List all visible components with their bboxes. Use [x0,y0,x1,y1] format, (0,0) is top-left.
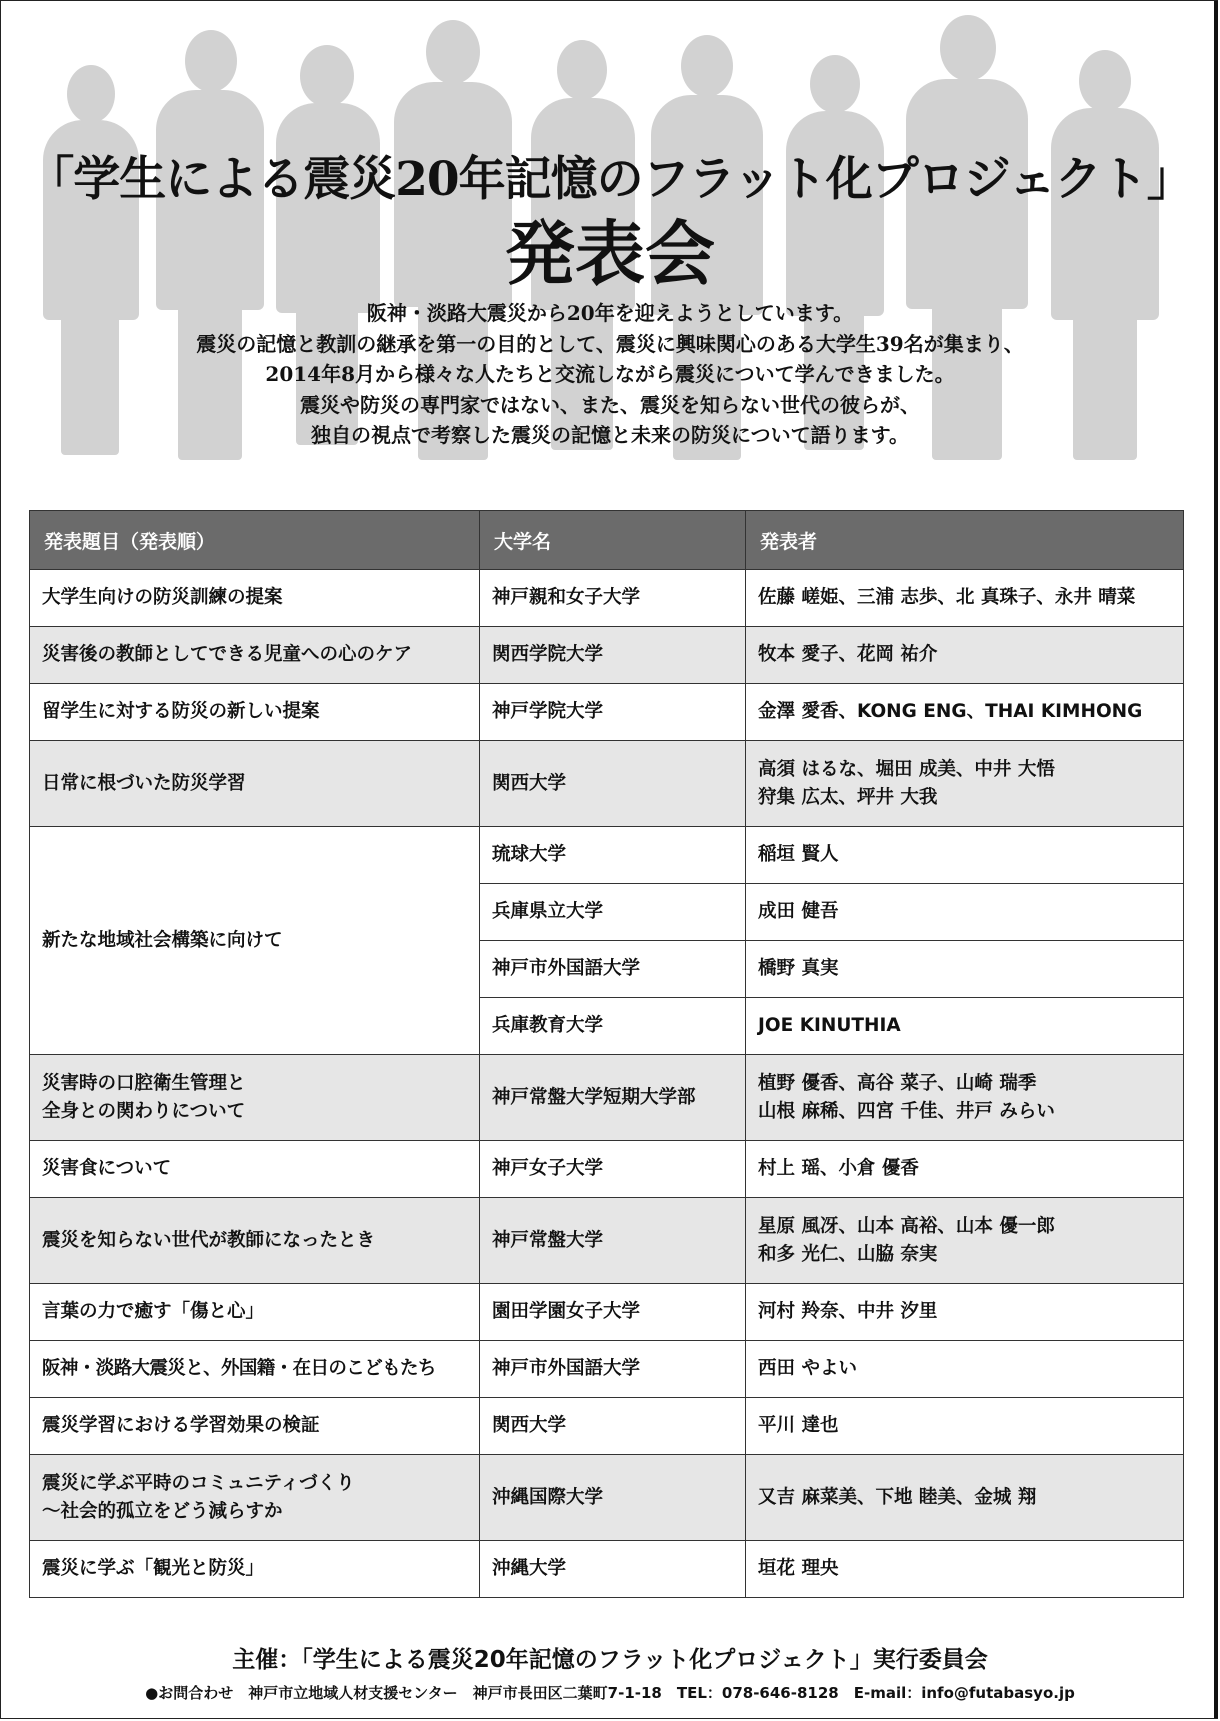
presenters-cell [746,1541,1184,1598]
university-cell: 関西大学 [480,1398,746,1455]
topic-cell [30,1398,480,1455]
presenters-cell [746,741,1184,827]
table-row [30,1055,1184,1141]
header-presenters: 発表者 [746,511,1184,570]
university-cell: 関西学院大学 [480,627,746,684]
topic-cell [30,827,480,1055]
presenter-line: JOE KINUTHIA [758,1015,901,1036]
topic-line: 新たな地域社会構築に向けて [42,929,283,951]
topic-cell [30,1284,480,1341]
presenter-line: 稲垣 賢人 [758,844,839,865]
presenter-line: 垣花 理央 [758,1558,839,1579]
topic-cell [30,1198,480,1284]
table-row [30,741,1184,827]
topic-line: ～社会的孤立をどう減らすか [42,1500,283,1522]
table-header-row [30,511,1184,570]
presenter-line: 佐藤 嵯姫、三浦 志歩、北 真珠子、永井 晴菜 [758,587,1136,608]
presenters-cell [746,1055,1184,1141]
topic-cell [30,570,480,627]
topic-line: 震災を知らない世代が教師になったとき [42,1229,376,1251]
presentation-table [29,510,1184,1598]
table-row [30,684,1184,741]
table-row [30,1455,1184,1541]
topic-cell [30,1455,480,1541]
intro-line: 阪神・淡路大震災から20年を迎えようとしています。 [366,301,854,325]
intro-line: 2014年8月から様々な人たちと交流しながら震災について学んできました。 [265,362,955,386]
table-row [30,570,1184,627]
topic-line: 全身との関わりについて [42,1100,246,1122]
presenters-cell [746,884,1184,941]
presenters-cell [746,1198,1184,1284]
topic-line: 日常に根づいた防災学習 [42,772,246,794]
intro-line: 独自の視点で考察した震災の記憶と未来の防災について語ります。 [311,423,909,447]
topic-line: 災害食について [42,1158,172,1179]
university-cell: 神戸女子大学 [480,1141,746,1198]
presenter-line: 植野 優香、高谷 菜子、山崎 瑞季 [758,1072,1037,1094]
university-cell: 神戸学院大学 [480,684,746,741]
table-row [30,627,1184,684]
presenters-cell [746,1341,1184,1398]
header-university: 大学名 [480,511,746,570]
table-row [30,1284,1184,1341]
table-row [30,1341,1184,1398]
contact-line: ●お問合わせ 神戸市立地域人材支援センター 神戸市長田区二葉町7-1-18 TEL：078-646-8128 E-mail：info@futabasyo.jp [145,1684,1075,1702]
topic-cell [30,741,480,827]
presenters-cell [746,627,1184,684]
intro-line: 震災の記憶と教訓の継承を第一の目的として、震災に興味関心のある大学生39名が集まり、 [196,331,1024,356]
university-cell: 神戸常盤大学 [480,1198,746,1284]
presenter-line: 金澤 愛香、KONG ENG、THAI KIMHONG [758,701,1143,722]
presenters-cell [746,1455,1184,1541]
presenter-line: 星原 風冴、山本 高裕、山本 優一郎 [758,1215,1055,1237]
presenter-line: 成田 健吾 [758,901,839,922]
topic-cell [30,1341,480,1398]
university-cell: 神戸市外国語大学 [480,1341,746,1398]
table-row [30,1198,1184,1284]
university-cell: 関西大学 [480,741,746,827]
header-topic: 発表題目（発表順） [30,511,480,570]
topic-line: 留学生に対する防災の新しい提案 [42,701,320,722]
presenters-cell [746,1398,1184,1455]
organizer-line: 主催：「学生による震災20年記憶のフラット化プロジェクト」実行委員会 [232,1647,988,1673]
university-cell: 兵庫教育大学 [480,998,746,1055]
event-title: 発表会 [505,212,715,295]
presenters-cell [746,1141,1184,1198]
topic-cell [30,1055,480,1141]
topic-cell [30,627,480,684]
topic-line: 言葉の力で癒す「傷と心」 [42,1301,265,1322]
presenter-line: 牧本 愛子、花岡 祐介 [758,644,938,665]
university-cell: 神戸常盤大学短期大学部 [480,1055,746,1141]
topic-line: 大学生向けの防災訓練の提案 [42,587,283,608]
presenters-cell [746,570,1184,627]
topic-cell [30,1141,480,1198]
table-row [30,1541,1184,1598]
university-cell: 兵庫県立大学 [480,884,746,941]
presenter-line: 村上 瑶、小倉 優香 [758,1158,919,1179]
topic-line: 災害後の教師としてできる児童への心のケア [42,644,413,665]
presenters-cell [746,684,1184,741]
table-row [30,1141,1184,1198]
university-cell: 沖縄国際大学 [480,1455,746,1541]
presenters-cell [746,998,1184,1055]
presenter-line: 西田 やよい [758,1358,857,1379]
topic-line: 災害時の口腔衛生管理と [42,1072,246,1094]
presenter-line: 狩集 広太、坪井 大我 [758,786,938,808]
presenter-line: 和多 光仁、山脇 奈実 [758,1243,938,1265]
presenter-line: 高須 はるな、堀田 成美、中井 大悟 [758,758,1055,780]
topic-line: 震災に学ぶ平時のコミュニティづくり [42,1472,355,1494]
topic-cell [30,684,480,741]
presenter-line: 橋野 真実 [758,958,839,979]
university-cell: 園田学園女子大学 [480,1284,746,1341]
presenters-cell [746,941,1184,998]
table-row [30,1398,1184,1455]
intro-text [0,298,1220,451]
topic-line: 震災に学ぶ「観光と防災」 [42,1558,265,1579]
presenter-line: 山根 麻稀、四宮 千佳、井戸 みらい [758,1100,1055,1122]
university-cell: 神戸市外国語大学 [480,941,746,998]
university-cell: 沖縄大学 [480,1541,746,1598]
intro-line: 震災や防災の専門家ではない、また、震災を知らない世代の彼らが、 [300,392,920,417]
title-block [0,150,1220,294]
university-cell: 神戸親和女子大学 [480,570,746,627]
project-title: 「学生による震災20年記憶のフラット化プロジェクト」 [27,152,1193,207]
topic-line: 阪神・淡路大震災と、外国籍・在日のこどもたち [42,1358,436,1379]
presenter-line: 河村 羚奈、中井 汐里 [758,1301,938,1322]
table-row [30,827,1184,884]
topic-line: 震災学習における学習効果の検証 [42,1415,320,1436]
presenter-line: 又吉 麻菜美、下地 睦美、金城 翔 [758,1486,1037,1508]
presenter-line: 平川 達也 [758,1415,839,1436]
presenters-cell [746,1284,1184,1341]
university-cell: 琉球大学 [480,827,746,884]
presenters-cell [746,827,1184,884]
topic-cell [30,1541,480,1598]
